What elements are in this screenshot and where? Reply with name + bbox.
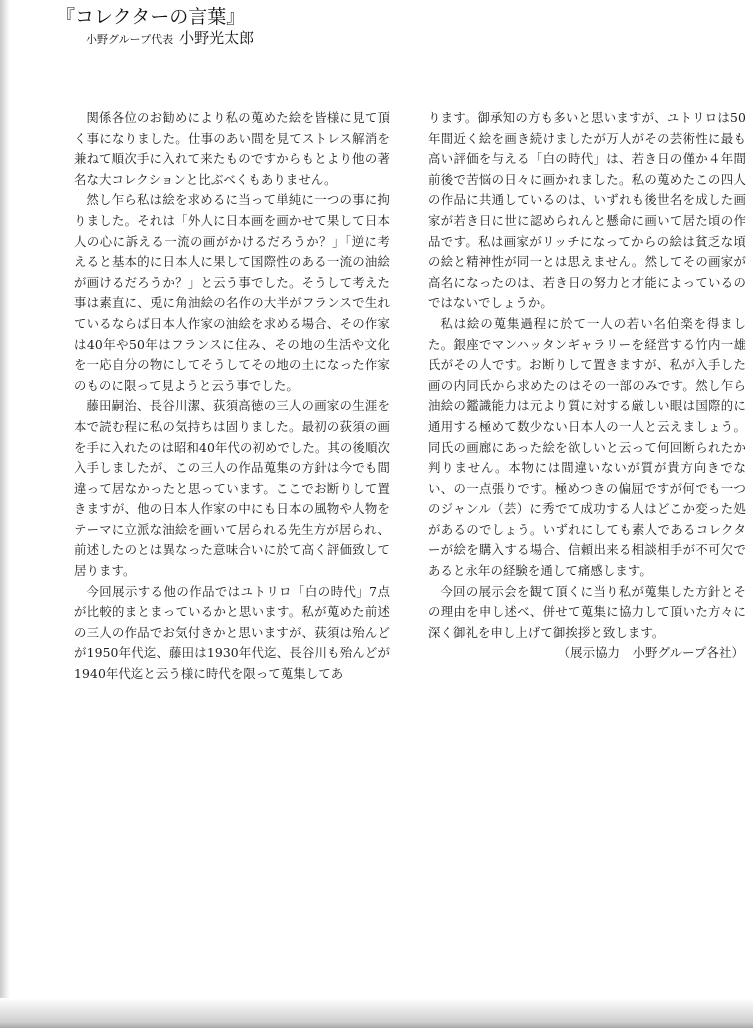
paragraph: 今回の展示会を観て頂くに当り私が蒐集した方針とその理由を申し述べ、併せて蒐集に協力して頂いた方々に深く御礼を申し上げて御挨拶と致します。 bbox=[428, 583, 746, 640]
page-bottom-shadow bbox=[0, 998, 753, 1028]
paragraph: 今回展示する他の作品ではユトリロ「白の時代」7点が比較的まとまっているかと思います。私が蒐めた前述の三人の作品でお気付きかと思いますが、荻須は殆んどが1950年代迄、藤田は1930年代迄、長谷川も殆んどが1940年代迄と云う様に時代を限って蒐集してあ bbox=[74, 583, 390, 682]
byline-author: 小野光太郎 bbox=[179, 29, 255, 47]
left-column bbox=[74, 108, 390, 685]
exhibition-credit: （展示協力 小野グループ各社） bbox=[557, 645, 744, 661]
paragraph: 関係各位のお勧めにより私の蒐めた絵を皆様に見て頂く事になりました。仕事のあい間を見てストレス解消を兼ねて順次手に入れて来たものですからもとより他の著名な大コレクションと比ぶべくもありません。 bbox=[74, 110, 390, 187]
paragraph: 藤田嗣治、長谷川潔、荻須高徳の三人の画家の生涯を本で読む程に私の気持ちは固りました。最初の荻須の画を手に入れたのは昭和40年代の初めでした。其の後順次入手しましたが、この三人の作品蒐集の方針は今でも間違って居なかったと思っています。ここでお断りして置きますが、他の日本人作家の中にも日本の風物や人物をテーマに立派な油絵を画いて居られる先生方が居られ、前述したのとは異なった意味合いに於て高く評価致して居ります。 bbox=[74, 398, 390, 579]
paragraph-continuation: ります。御承知の方も多いと思いますが、ユトリロは50年間近く絵を画き続けましたが万人がその芸術性に最も高い評価を与える「白の時代」は、若き日の僅か４年間前後で苦悩の日々に画かれました。私の蒐めたこの四人の作品に共通しているのは、いずれも後世名を成した画家が若き日に世に認められんと懸命に画いて居た頃の作品です。私は画家がリッチになってからの絵は貧乏な頃の絵と精神性が同一とは思えません。然してその画家が高名になったのは、若き日の努力と才能によっているのではないでしょうか。 bbox=[428, 110, 746, 311]
byline-organization: 小野グループ代表 bbox=[86, 33, 174, 46]
right-column bbox=[428, 108, 746, 664]
page-spine-shadow bbox=[0, 0, 10, 1028]
page-title: 『コレクターの言葉』 bbox=[56, 6, 246, 28]
byline bbox=[86, 27, 254, 48]
paragraph: 私は絵の蒐集過程に於て一人の若い名伯楽を得ました。銀座でマンハッタンギャラリーを経営する竹内一雄氏がその人です。お断りして置きますが、私が入手した画の内同氏から求めたのはその一部のみです。然し乍ら油絵の鑑識能力は元より質に対する厳しい眼は国際的に通用する極めて数少ない日本人の一人と云えましょう。同氏の画廊にあった絵を欲しいと云って何回断られたか判りません。本物には間違いないが質が貴方向きでない、の一点張りです。極めつきの偏屈ですが何でも一つのジャンル（芸）に秀でて成功する人はどこか変った処があるのでしょう。いずれにしても素人であるコレクターが絵を購入する場合、信頼出来る相談相手が不可欠であると永年の経験を通して痛感します。 bbox=[428, 315, 746, 579]
paragraph: 然し乍ら私は絵を求めるに当って単純に一つの事に拘りました。それは「外人に日本画を画かせて果して日本人の心に訴える一流の画がかけるだろうか？」「逆に考えると基本的に日本人に果して国際性のある一流の油絵が画けるだろうか？」と云う事でした。そうして考えた事は素直に、兎に角油絵の名作の大半がフランスで生れているならば日本人作家の油絵を求める場合、その作家は40年や50年はフランスに住み、その地の生活や文化を一応自分の物にしてそうしてその地の土になった作家のものに限って見ようと云う事でした。 bbox=[74, 192, 390, 393]
